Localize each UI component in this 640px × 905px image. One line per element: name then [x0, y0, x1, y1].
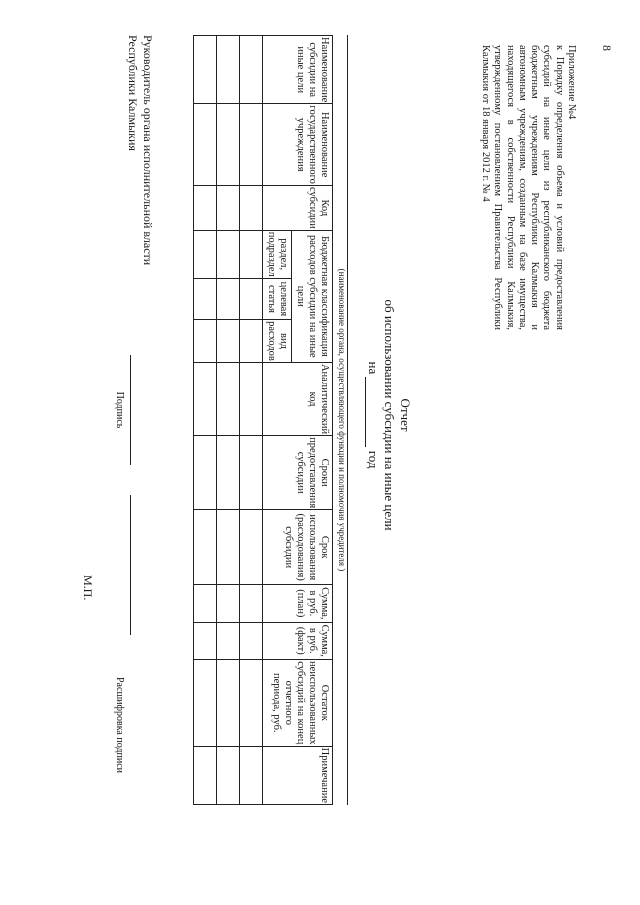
header-sum-plan: Сумма, в руб. (план) — [263, 585, 333, 622]
report-table — [193, 35, 333, 805]
header-usage-term: Срок использования (расходования) субсидии — [263, 510, 333, 585]
header-remainder: Остаток неиспользованных субсидий на конец отчетного периода, руб. — [263, 659, 333, 746]
appendix-block — [479, 45, 577, 330]
header-target-item: целевая статья — [263, 278, 292, 319]
header-budget-class: Бюджетная классификация расходов субсидии на иные цели — [292, 230, 333, 362]
header-grant-terms: Сроки предоставления субсидии — [263, 436, 333, 510]
header-institution-name: Наименование государственного учреждения — [263, 104, 333, 186]
decode-label: Расшифровка подписи — [114, 677, 125, 773]
report-subtitle: об использовании субсидии на иные цели — [382, 299, 397, 531]
header-expense-type: вид расходов — [263, 320, 292, 363]
period-blank — [365, 377, 378, 447]
header-analytic-code: Аналитический код — [263, 362, 333, 435]
table-row — [217, 36, 240, 805]
header-note: Примечание — [263, 746, 333, 804]
header-subsidy-code: Код субсидии — [263, 185, 333, 230]
report-table-wrap — [193, 35, 333, 805]
header-section: раздел, подраздел — [263, 230, 292, 278]
stamp-label: М.П. — [81, 575, 95, 601]
period-prefix: на — [366, 361, 381, 375]
decode-line — [130, 495, 131, 635]
appendix-title: Приложение №4 — [566, 45, 577, 120]
appendix-text: к Порядку определения объема и условий предоставления субсидий на иные цели из республиканского бюджета бюджетным учреждениям Республики Калмыкия и автономным учреждениям, созданным на базе имущества, находящегося в собственности Республики Калмыкия, утвержденному постановлением Правительства Республики Калмыкия от 18 января 2012 г. № 4 — [479, 45, 565, 330]
report-title: Отчет — [398, 398, 413, 432]
org-name-rule — [347, 35, 348, 805]
signature-line — [130, 355, 131, 465]
signature-head-line: Руководитель органа исполнительной власти Республики Калмыкия — [126, 35, 155, 266]
signature-label: Подпись — [114, 391, 125, 429]
period-suffix: год — [366, 450, 381, 469]
page-number: 8 — [600, 45, 614, 51]
table-row — [240, 36, 263, 805]
header-subsidy-name: Наименование субсидии на иные цели — [263, 36, 333, 104]
report-title-block — [365, 265, 413, 565]
org-caption: (наименование органа, осуществляющего функции и полномочия учредителя ) — [337, 268, 347, 572]
report-period — [365, 265, 381, 565]
table-row — [194, 36, 217, 805]
header-sum-fact: Сумма, в руб. (факт) — [263, 622, 333, 659]
document-page — [25, 25, 595, 860]
